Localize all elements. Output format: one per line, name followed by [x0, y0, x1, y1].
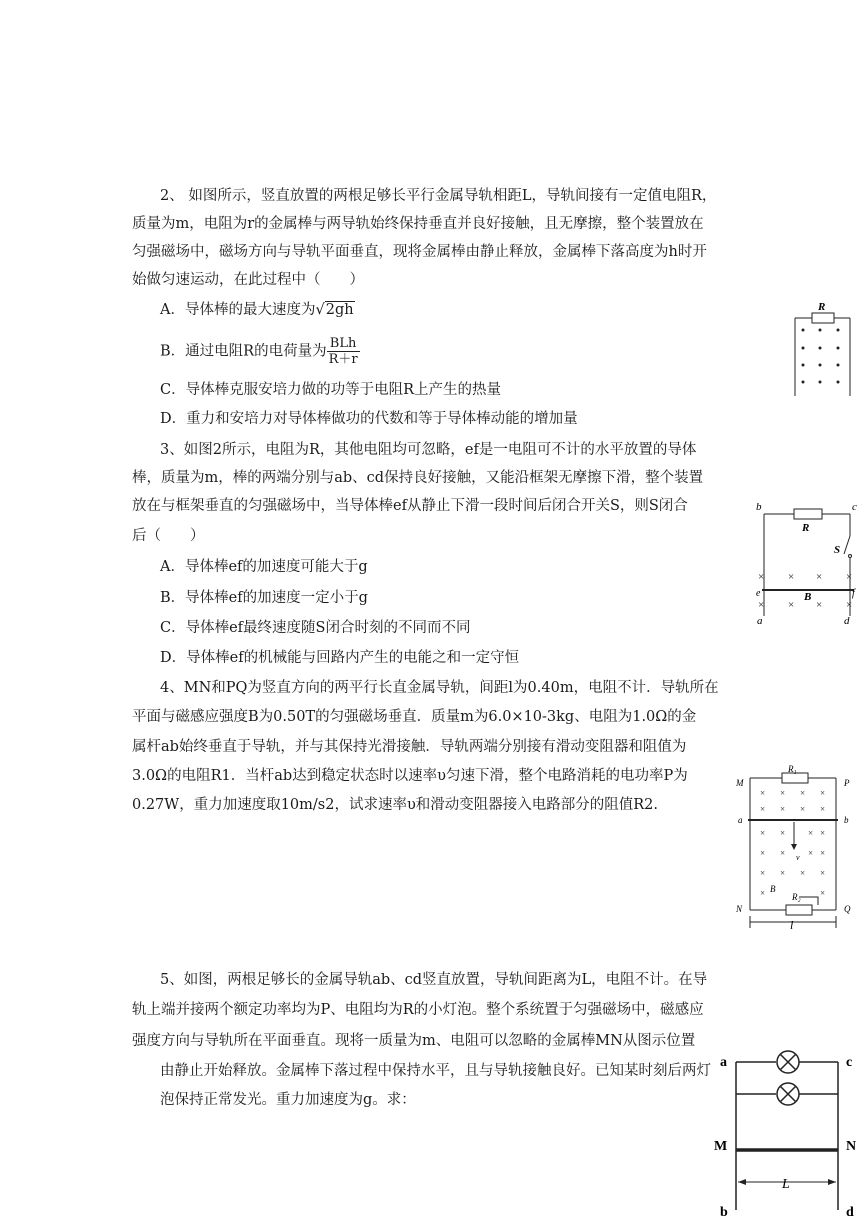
- q4-fig-b: b: [844, 815, 849, 825]
- sqrt-symbol: √2gh: [315, 302, 354, 318]
- q4-line-2: 平面与磁感应强度B为0.50T的匀强磁场垂直．质量m为6.0×10-3kg、电阻为1.0Ω的金: [132, 709, 697, 725]
- q4-fig-q: Q: [844, 904, 851, 914]
- q4-figure: [732, 764, 858, 930]
- svg-text:×: ×: [820, 804, 826, 814]
- svg-text:×: ×: [780, 848, 786, 858]
- q2-option-b-text: B．通过电阻R的电荷量为: [160, 343, 327, 360]
- q4-fig-l: l: [790, 918, 794, 930]
- q2-line-1: 2、 如图所示，竖直放置的两根足够长平行金属导轨相距L，导轨间接有一定值电阻R，: [160, 188, 717, 204]
- q2-line-4: 始做匀速运动，在此过程中（ ）: [132, 272, 364, 288]
- q5-fig-n: N: [846, 1139, 857, 1154]
- q5-line-2: 轨上端并接两个额定功率均为P、电阻均为R的小灯泡。整个系统置于匀强磁场中，磁感应: [132, 1002, 704, 1018]
- svg-text:×: ×: [820, 788, 826, 798]
- svg-text:×: ×: [800, 804, 806, 814]
- svg-text:×: ×: [820, 888, 826, 898]
- svg-text:×: ×: [808, 828, 814, 838]
- q3-fig-a: a: [757, 615, 763, 627]
- fraction-numerator: BLh: [327, 336, 360, 352]
- q2-option-a-radicand: 2gh: [325, 302, 354, 318]
- svg-text:×: ×: [760, 828, 766, 838]
- svg-text:×: ×: [758, 571, 765, 583]
- q5-fig-d: d: [846, 1205, 854, 1216]
- q3-line-3: 放在与框架垂直的匀强磁场中，当导体棒ef从静止下滑一段时间后闭合开关S，则S闭合: [132, 498, 688, 514]
- q4-line-3: 属杆ab始终垂直于导轨，并与其保持光滑接触．导轨两端分别接有滑动变阻器和阻值为: [132, 739, 687, 755]
- q2-option-b-fraction: [327, 336, 360, 367]
- q3-fig-r: R: [802, 522, 810, 534]
- q3-option-d: D．导体棒ef的机械能与回路内产生的电能之和一定守恒: [160, 650, 520, 666]
- q4-line-5: 0.27W，重力加速度取10m/s2，试求速率υ和滑动变阻器接入电路部分的阻值R2.: [132, 797, 659, 813]
- svg-text:×: ×: [800, 868, 806, 878]
- q2-fig-label-r: R: [818, 301, 826, 313]
- q5-fig-c: c: [846, 1055, 853, 1070]
- svg-text:×: ×: [816, 571, 823, 583]
- q4-fig-a: a: [738, 815, 743, 825]
- svg-text:×: ×: [788, 571, 795, 583]
- svg-text:×: ×: [760, 804, 766, 814]
- svg-text:×: ×: [780, 788, 786, 798]
- q4-fig-r1: R₁: [788, 764, 797, 774]
- svg-text:×: ×: [760, 888, 766, 898]
- q2-option-b: [160, 336, 360, 367]
- q5-figure: [712, 1040, 860, 1216]
- svg-text:×: ×: [808, 848, 814, 858]
- svg-text:×: ×: [788, 599, 795, 611]
- svg-text:×: ×: [820, 868, 826, 878]
- q3-line-2: 棒，质量为m，棒的两端分别与ab、cd保持良好接触，又能沿框架无摩擦下滑，整个装置: [132, 470, 704, 486]
- svg-text:×: ×: [846, 571, 853, 583]
- svg-text:×: ×: [760, 868, 766, 878]
- q3-fig-b: b: [756, 501, 762, 513]
- svg-text:×: ×: [800, 788, 806, 798]
- q4-fig-b-field: B: [770, 884, 776, 894]
- q3-line-4: 后（ ）: [132, 528, 205, 544]
- q4-fig-m: M: [736, 778, 744, 788]
- q2-line-3: 匀强磁场中，磁场方向与导轨平面垂直，现将金属棒由静止释放，金属棒下落高度为h时开: [132, 244, 707, 260]
- q3-line-1: 3、如图2所示，电阻为R，其他电阻均可忽略，ef是一电阻可不计的水平放置的导体: [160, 442, 697, 458]
- q2-option-d: D．重力和安培力对导体棒做功的代数和等于导体棒动能的增加量: [160, 411, 578, 427]
- q5-line-1: 5、如图，两根足够长的金属导轨ab、cd竖直放置，导轨间距离为L，电阻不计。在导: [160, 972, 708, 988]
- q4-fig-v: v: [796, 853, 800, 862]
- svg-text:×: ×: [816, 599, 823, 611]
- q3-fig-f: f: [852, 588, 855, 599]
- q3-fig-e: e: [756, 588, 761, 599]
- q5-fig-m: M: [714, 1139, 728, 1154]
- q5-fig-b: b: [720, 1205, 728, 1216]
- q5-line-5: 泡保持正常发光。重力加速度为g。求：: [160, 1092, 416, 1108]
- svg-text:×: ×: [760, 848, 766, 858]
- svg-text:×: ×: [758, 599, 765, 611]
- svg-text:×: ×: [820, 828, 826, 838]
- q3-option-b: B．导体棒ef的加速度一定小于g: [160, 590, 368, 606]
- q2-line-2: 质量为m，电阻为r的金属棒与两导轨始终保持垂直并良好接触，且无摩擦，整个装置放在: [132, 216, 704, 232]
- q4-line-1: 4、MN和PQ为竖直方向的两平行长直金属导轨，间距l为0.40m，电阻不计．导轨所在: [160, 680, 719, 696]
- svg-text:×: ×: [760, 788, 766, 798]
- svg-text:×: ×: [780, 804, 786, 814]
- q3-fig-b-field: B: [804, 591, 812, 603]
- q3-fig-d: d: [844, 615, 850, 627]
- q5-fig-a: a: [720, 1055, 727, 1070]
- q4-fig-n: N: [736, 904, 743, 914]
- svg-text:×: ×: [820, 848, 826, 858]
- q5-fig-l: L: [782, 1177, 790, 1192]
- q4-fig-p: P: [844, 778, 850, 788]
- q4-line-4: 3.0Ω的电阻R1．当杆ab达到稳定状态时以速率υ匀速下滑，整个电路消耗的电功率P为: [132, 768, 688, 784]
- q3-option-c: C．导体棒ef最终速度随S闭合时刻的不同而不同: [160, 620, 471, 636]
- q3-figure: [754, 498, 860, 628]
- q2-figure: [790, 300, 860, 400]
- q2-option-a-text: A．导体棒的最大速度为: [160, 302, 316, 318]
- q5-line-3: 强度方向与导轨所在平面垂直。现将一质量为m、电阻可以忽略的金属棒MN从图示位置: [132, 1033, 696, 1049]
- q3-option-a: A．导体棒ef的加速度可能大于g: [160, 559, 368, 575]
- fraction-denominator: R＋r: [328, 352, 358, 367]
- q5-line-4: 由静止开始释放。金属棒下落过程中保持水平，且与导轨接触良好。已知某时刻后两灯: [160, 1063, 711, 1079]
- q2-option-c: C．导体棒克服安培力做的功等于电阻R上产生的热量: [160, 382, 502, 398]
- q4-fig-r2: R₂: [792, 892, 801, 902]
- svg-text:×: ×: [780, 868, 786, 878]
- svg-text:×: ×: [780, 828, 786, 838]
- q3-fig-s: S: [834, 544, 841, 556]
- q3-fig-c: c: [852, 501, 857, 513]
- svg-text:×: ×: [846, 599, 853, 611]
- q2-option-a: [160, 296, 355, 324]
